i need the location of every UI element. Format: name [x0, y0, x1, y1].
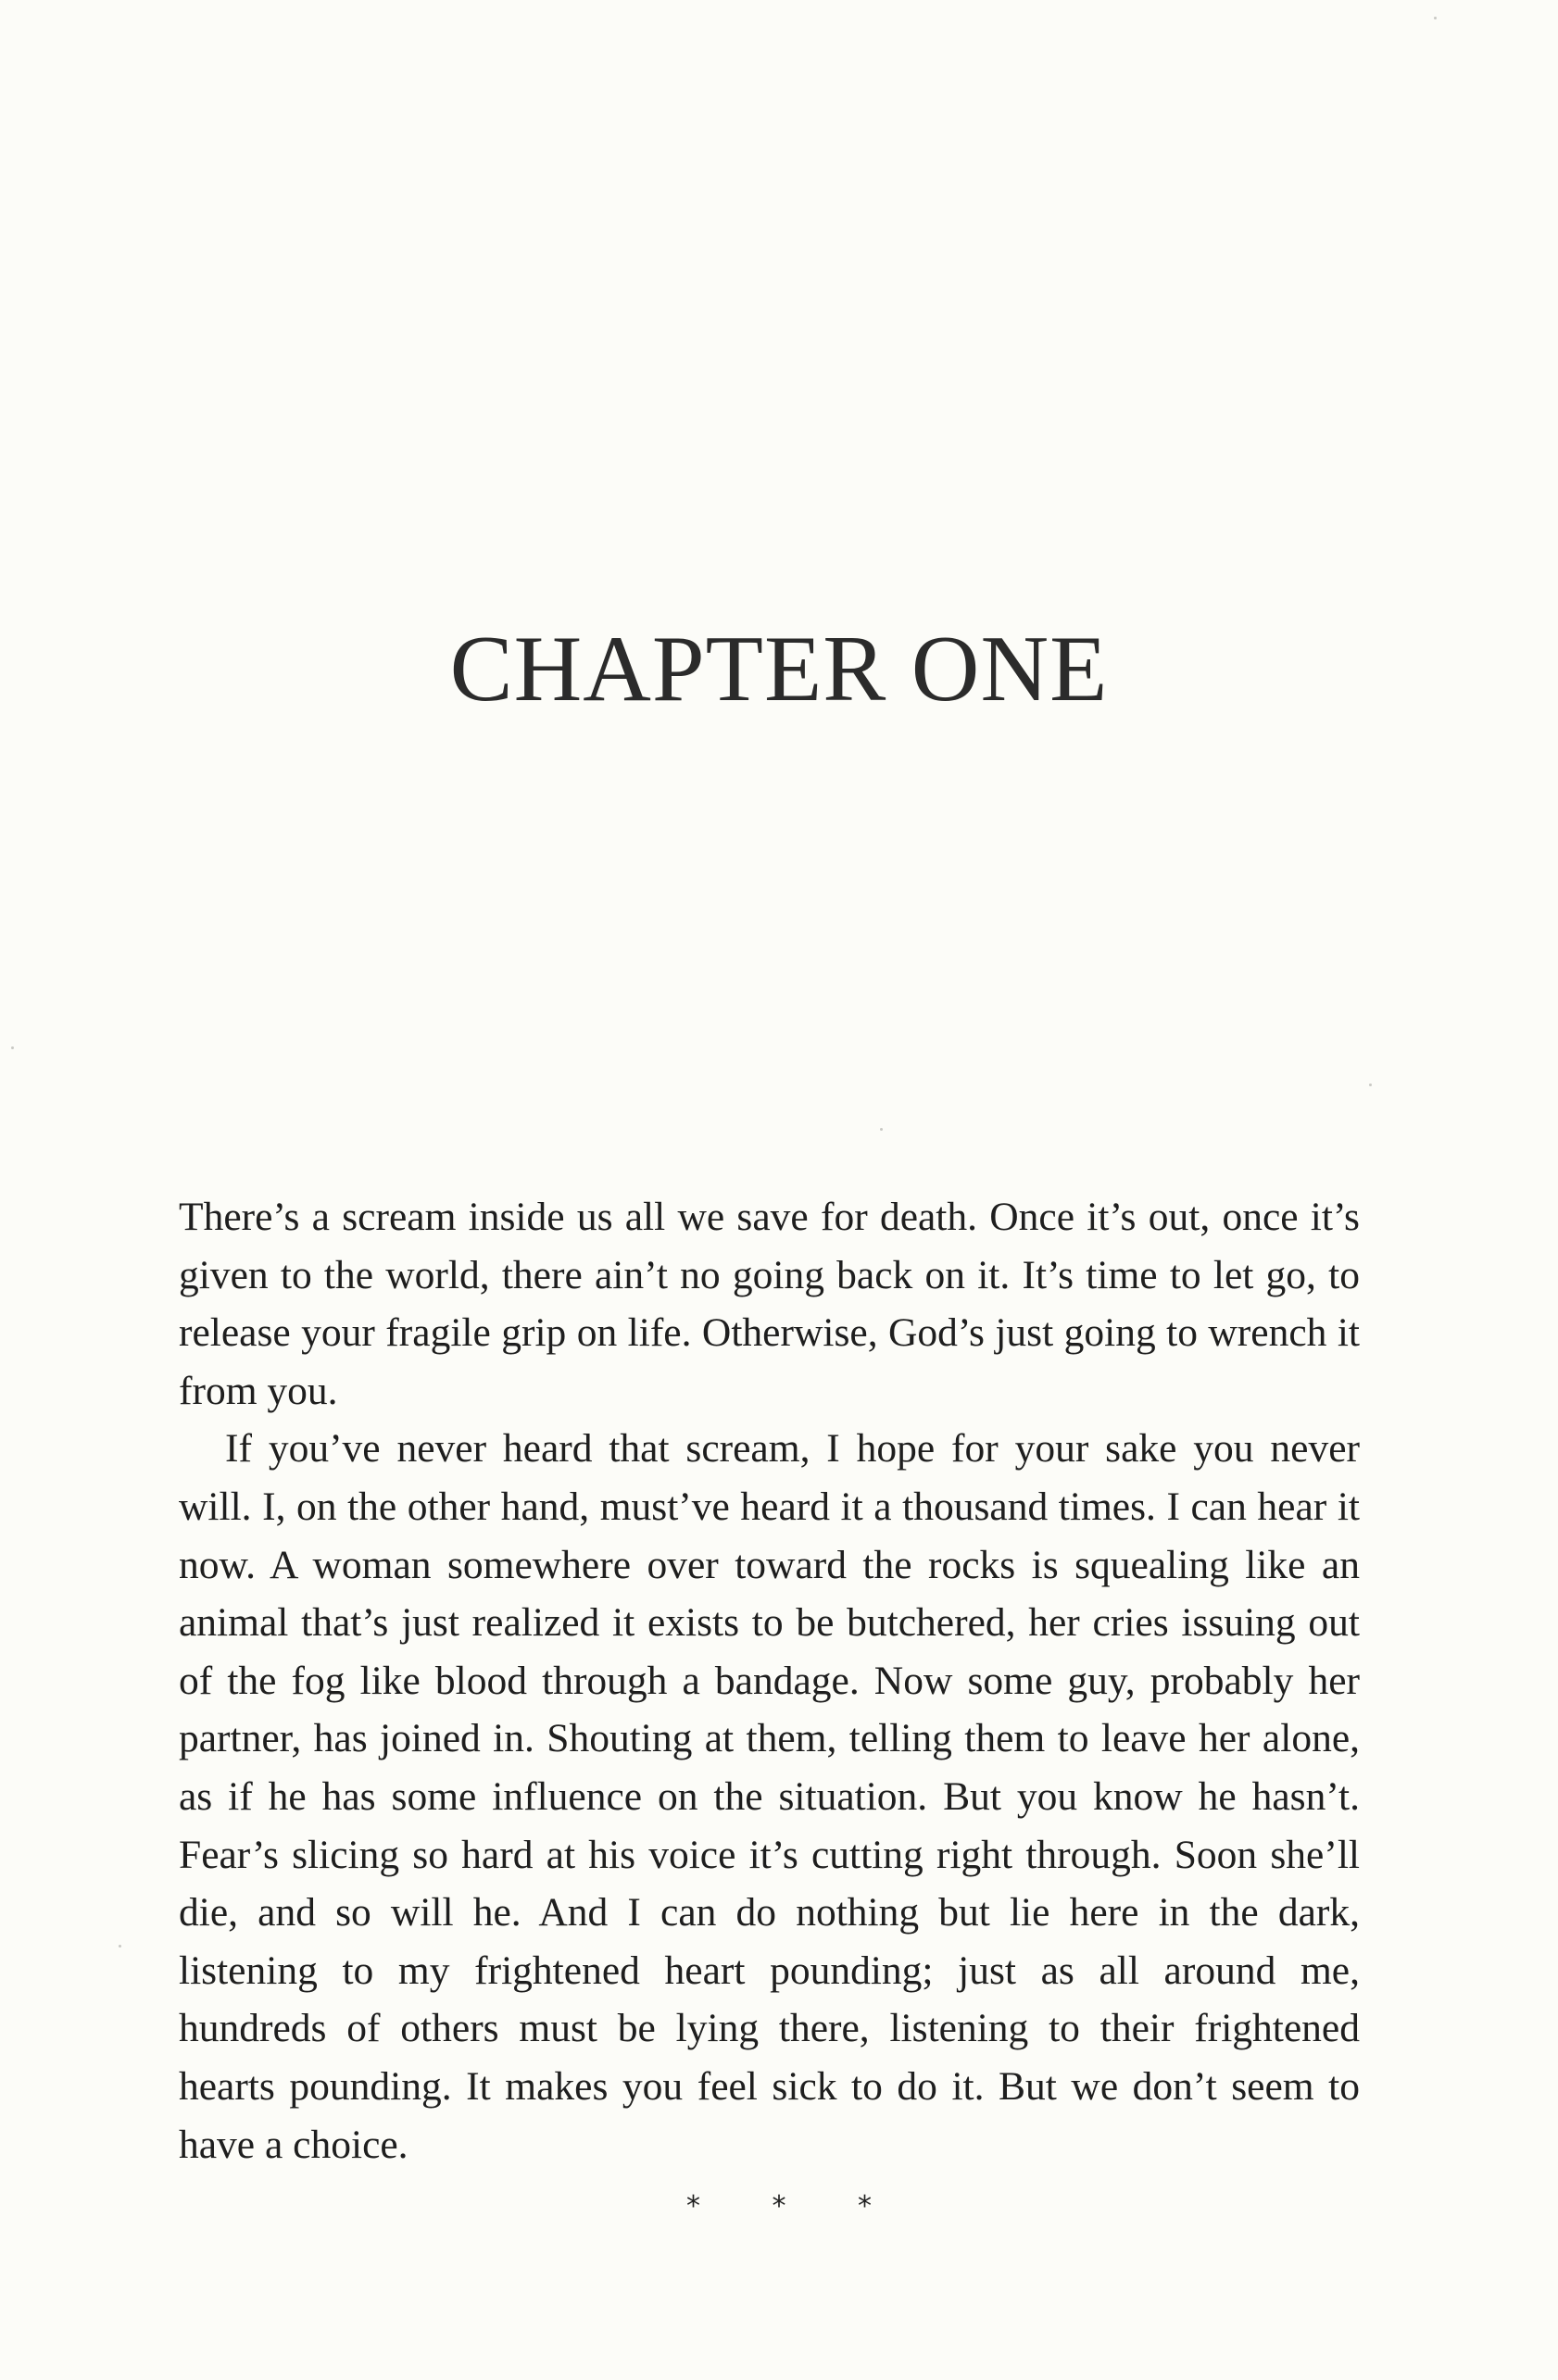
chapter-title: CHAPTER ONE	[449, 617, 1109, 721]
paper-speck	[11, 1046, 14, 1049]
paper-speck	[1434, 17, 1437, 19]
paragraph: There’s a scream inside us all we save for death. Once it’s out, once it’s given to the world, there ain’t no going back on it. It’s time to let go, to release your fragile grip on life. Otherwise, God’s just going to wrench it from you.	[179, 1195, 1360, 1413]
paragraph: If you’ve never heard that scream, I hope for your sake you never will. I, on the other hand, must’ve heard it a thousand times. I can hear it now. A woman somewhere over toward the rocks is squealing like an animal that’s just realized it exists to be butchered, her cries issuing out of the fog like blood through a bandage. Now some guy, probably her partner, has joined in. Shouting at them, telling them to leave her alone, as if he has some influence on the situation. But you know he hasn’t. Fear’s slicing so hard at his voice it’s cutting right through. Soon she’ll die, and so will he. And I can do nothing but lie here in the dark, listening to my frightened heart pounding; just as all around me, hundreds of others must be lying there, listening to their frightened hearts pounding. It makes you feel sick to do it. But we don’t seem to have a choice.	[179, 1426, 1360, 2167]
paper-speck	[119, 1945, 121, 1948]
paper-speck	[880, 1128, 883, 1131]
section-break: * * *	[685, 2190, 904, 2223]
chapter-body	[179, 1188, 1360, 2173]
paper-speck	[1369, 1084, 1372, 1086]
